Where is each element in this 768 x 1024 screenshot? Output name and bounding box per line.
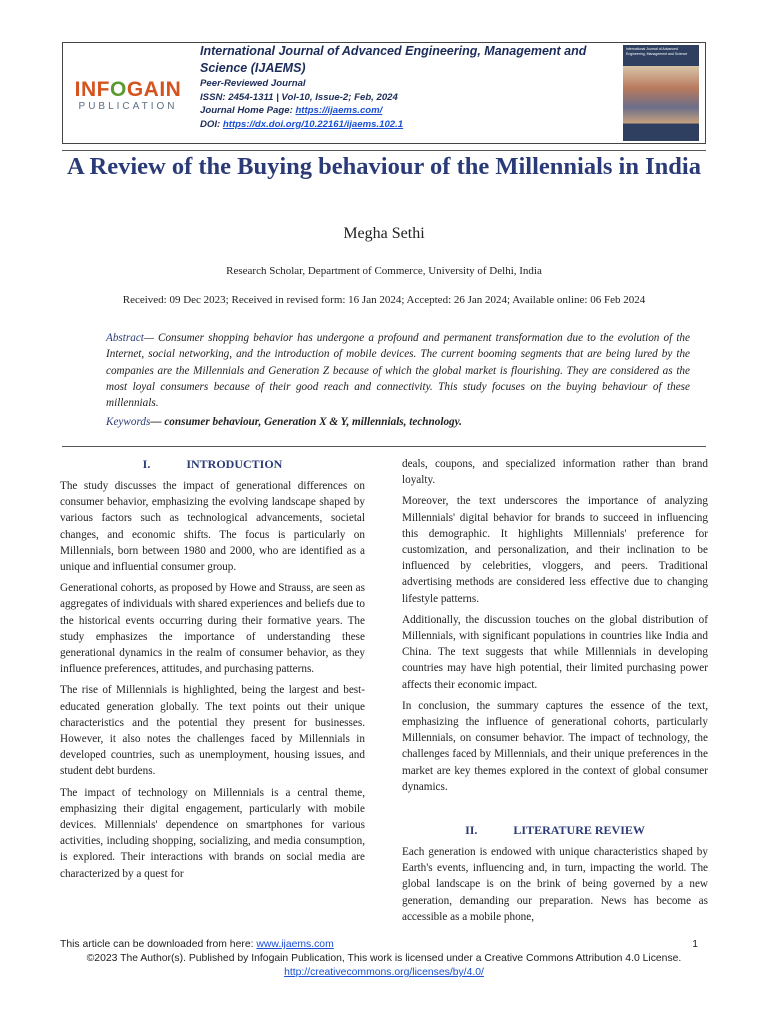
keywords — [106, 414, 690, 430]
cover-title: International Journal of Advanced Engineering, Management and Science — [626, 47, 688, 56]
issn-line: ISSN: 2454-1311 | Vol-10, Issue-2; Feb, 2024 — [200, 91, 398, 103]
body-paragraph: deals, coupons, and specialized information rather than brand loyalty. — [402, 458, 708, 487]
peer-reviewed-label: Peer-Reviewed Journal — [200, 78, 306, 89]
license-link[interactable]: http://creativecommons.org/licenses/by/4.0/ — [284, 967, 484, 978]
journal-header — [62, 42, 706, 144]
body-paragraph: Generational cohorts, as proposed by Howe and Strauss, are seen as aggregates of individuals with shared experiences and beliefs due to the historical events occurring during their formative years. The study emphasizes the importance of understanding these generational dynamics in the realm of consumer behavior, as they influence preferences, attitudes, and purchasing patterns. — [60, 582, 365, 676]
section-heading-literature-review: II. LITERATURE REVIEW — [465, 823, 645, 838]
article-title: A Review of the Buying behaviour of the Millennials in India — [67, 153, 701, 180]
body-paragraph: The study discusses the impact of generational differences on consumer behavior, emphasizing the evolving landscape shaped by various factors such as technological advancements, societal changes, and economic shifts. The focus is particularly on Millennials, born between 1980 and 2000, who are identified as a unique and influential consumer group. — [60, 480, 365, 574]
author-affiliation: Research Scholar, Department of Commerce, University of Delhi, India — [226, 265, 542, 277]
doi-link[interactable]: https://dx.doi.org/10.22161/ijaems.102.1 — [222, 118, 404, 130]
footer-download-line: This article can be downloaded from here: www.ijaems.com 1 — [60, 939, 698, 950]
homepage-link[interactable]: https://ijaems.com/ — [295, 105, 383, 116]
abstract — [106, 330, 690, 411]
body-paragraph: The impact of technology on Millennials is a central theme, emphasizing their digital engagement, particularly with mobile devices. Millennials' dependence on smartphones for various activities, including shopping, socializing, and media consumption, is explored. Their interactions with brands on social media are characterized by a quest for — [60, 786, 365, 880]
left-column — [60, 456, 365, 887]
license-text: ©2023 The Author(s). Published by Infogain Publication, This work is licensed under a Creative Commons Attribution 4.0 License. — [86, 953, 682, 964]
article-dates: Received: 09 Dec 2023; Received in revised form: 16 Jan 2024; Accepted: 26 Jan 2024; Available online: 06 Feb 2024 — [122, 294, 646, 306]
journal-cover-image — [623, 45, 699, 141]
body-paragraph: Additionally, the discussion touches on the global distribution of Millennials, with significant populations in countries like India and China. The text suggests that while Millennials in developing countries may have high potential, their limited purchasing power affects their economic impact. — [402, 613, 708, 691]
author-name: Megha Sethi — [343, 225, 425, 242]
keywords-label: Keywords — [106, 416, 151, 428]
homepage-line: Journal Home Page: https://ijaems.com/ — [200, 105, 383, 116]
journal-info — [200, 43, 620, 131]
section-heading-introduction: I. INTRODUCTION — [142, 457, 283, 471]
logo-wordmark: INFOGAIN — [74, 78, 182, 101]
journal-title: International Journal of Advanced Engineering, Management and Science (IJAEMS) — [200, 44, 587, 75]
abstract-divider — [62, 446, 706, 447]
body-paragraph: The rise of Millennials is highlighted, being the largest and best-educated generation globally. The text points out their unique characteristics and the potential they present for businesses. However, it also notes the challenges faced by Millennials in developed countries, such as unemployment, housing issues, and student debt burdens. — [60, 684, 365, 778]
abstract-label: Abstract — [106, 332, 144, 344]
ijaems-link[interactable]: www.ijaems.com — [256, 939, 334, 950]
section-spacer — [402, 800, 708, 822]
publisher-logo — [69, 79, 187, 113]
body-paragraph: Moreover, the text underscores the importance of analyzing Millennials' digital behavior for brands to succeed in influencing this demographic. It highlights Millennials' preference for customization, and personalization, and their inclination to be influenced by celebrities, vloggers, and peers. Traditional advertising methods are considered less effective due to changing lifestyle patterns. — [402, 495, 708, 605]
abstract-text: — Consumer shopping behavior has undergone a profound and permanent transformation due to the evolution of the Internet, social networking, and the introduction of mobile devices. The current booming segments that are being lured by the companies are the Millennials and Generation Z because of which the global market is flourishing. They are considered as the most loyal consumers because of their good reach and connectivity. This study focuses on the buying behaviour of these millennials. — [106, 332, 690, 410]
doi-line: DOI: https://dx.doi.org/10.22161/ijaems.102.1 — [200, 118, 404, 130]
body-paragraph: In conclusion, the summary captures the essence of the text, emphasizing the influence of generational cohorts, particularly Millennials, on consumer behavior. The impact of technology, the challenges faced by Millennials, and their unique preferences in the market are key themes explored in the context of global consumer dynamics. — [402, 699, 708, 793]
body-paragraph: Each generation is endowed with unique characteristics shaped by Earth's events, influencing and, in turn, impacting the world. The global landscape is on the brink of being governed by a new generation, demanding our preparation. News has become as accessible as a mobile phone, — [402, 846, 708, 923]
logo-subtitle: PUBLICATION — [78, 101, 178, 112]
keywords-text: — consumer behaviour, Generation X & Y, millennials, technology. — [150, 416, 462, 428]
right-column — [402, 456, 708, 930]
footer-license — [60, 952, 708, 980]
page-number: 1 — [692, 939, 698, 950]
